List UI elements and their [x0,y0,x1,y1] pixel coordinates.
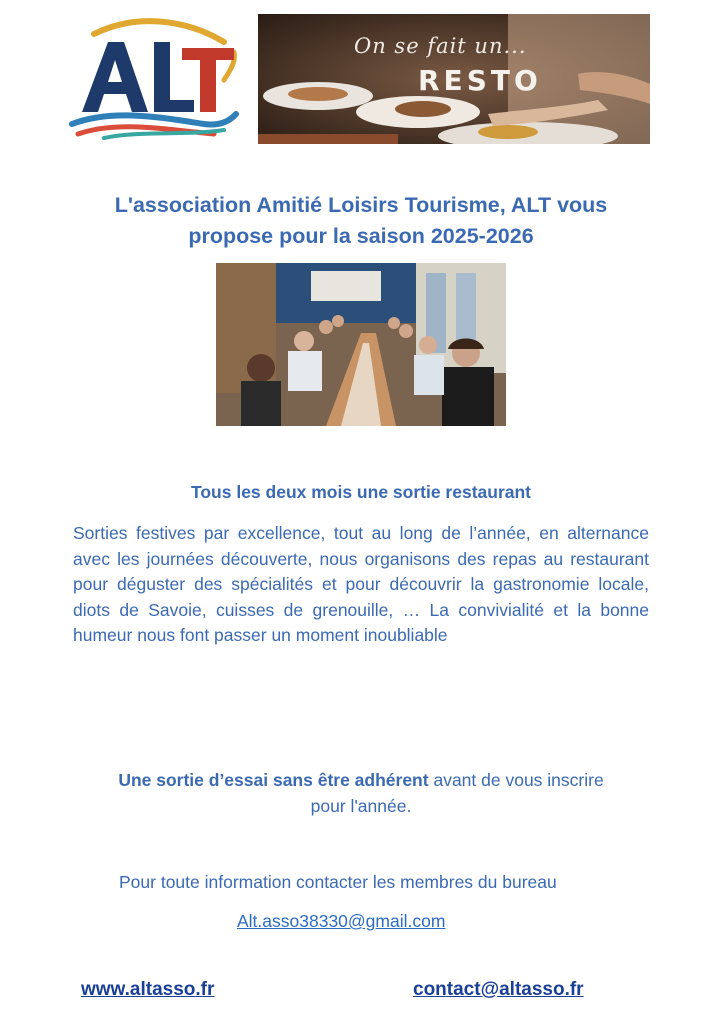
contact-gmail-link[interactable]: Alt.asso38330@gmail.com [237,911,446,931]
section-heading: Tous les deux mois une sortie restaurant [190,482,532,502]
title-line-1: L'association Amitié Loisirs Tourisme, ALT vous [114,193,608,217]
group-restaurant-photo [216,263,506,426]
resto-banner [258,14,650,144]
trial-offer-rest: avant de vous inscrire [428,770,604,790]
trial-offer [60,767,662,819]
title-line-2: propose pour la saison 2025-2026 [188,224,534,248]
page-title [60,190,662,252]
trial-offer-bold: Une sortie d’essai sans être adhérent [118,770,429,790]
trial-offer-line-2: pour l'année. [310,796,412,816]
banner-title: RESTO [418,64,542,97]
section-description: Sorties festives par excellence, tout au long de l’année, en alternance avec les journées découverte, nous organisons des repas au restaurant pour déguster des spécialités et pour découvrir la gastronomie locale, diots de Savoie, cuisses de grenouille, … La convivialité et la bonne humeur nous font passer un moment inoubliable [73,523,649,645]
website-link[interactable]: www.altasso.fr [81,979,215,1000]
contact-email-link[interactable]: contact@altasso.fr [413,979,584,1000]
contact-info: Pour toute information contacter les membres du bureau [119,872,557,892]
banner-tagline: On se fait un... [354,34,527,58]
alt-logo [64,12,242,142]
